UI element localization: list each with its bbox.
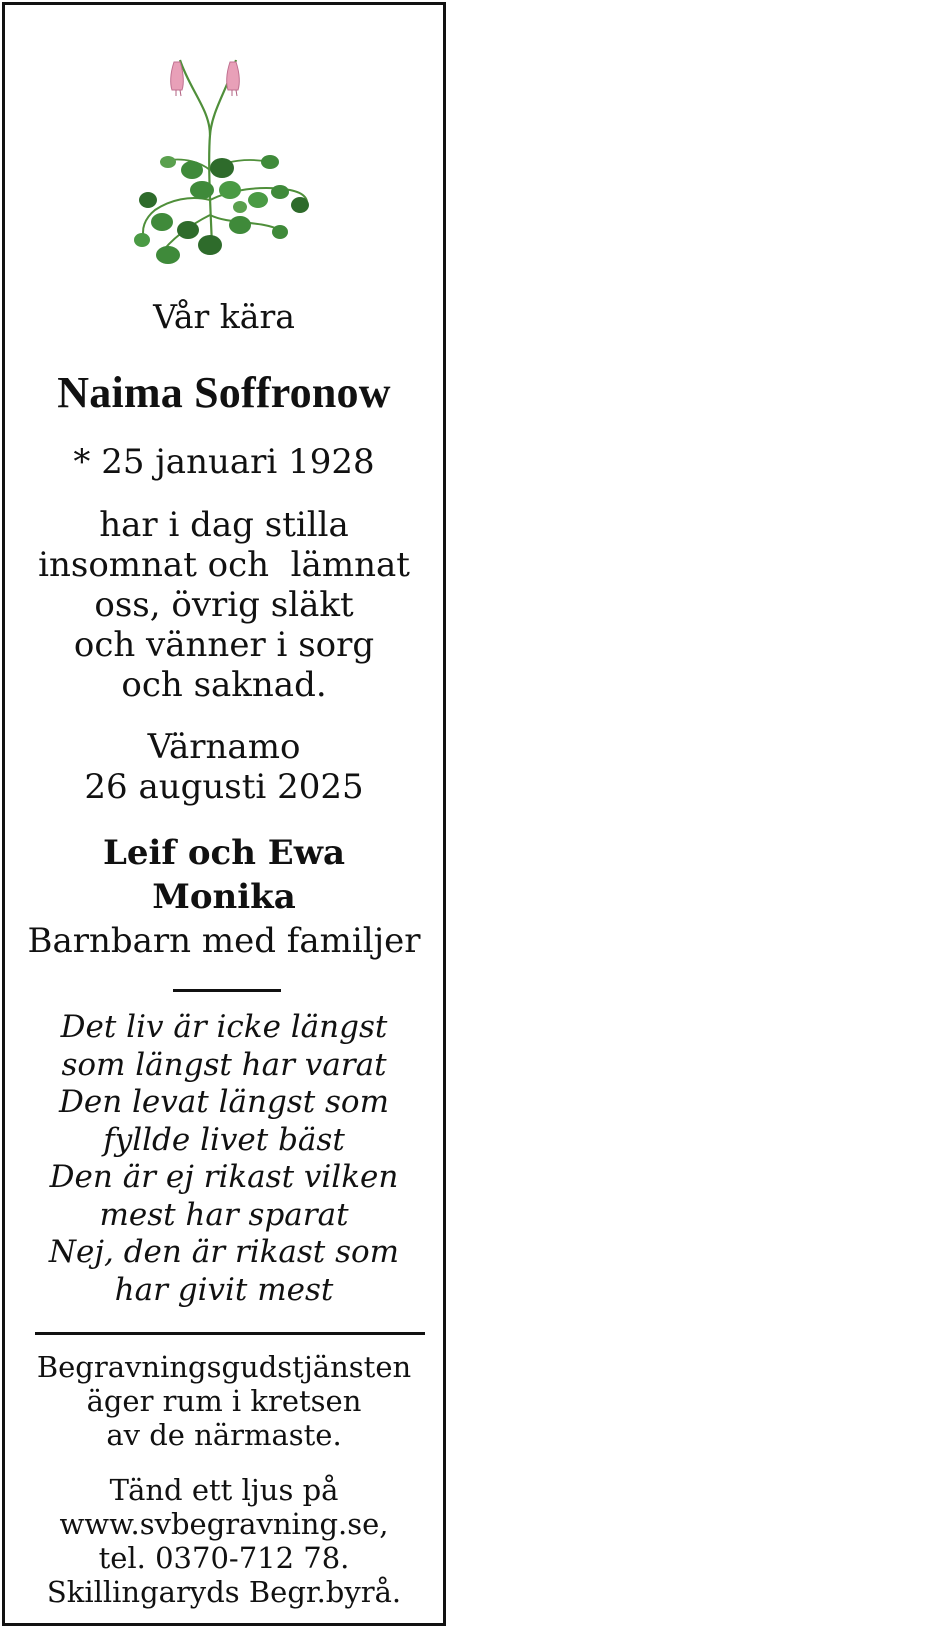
message-line: och vänner i sorg [73,625,375,665]
poem-line: mest har sparat [99,1196,349,1233]
message-line: har i dag stilla [99,505,349,545]
place-and-date [5,727,443,807]
poem-line: har givit mest [114,1271,334,1308]
message-line: insomnat och lämnat [38,545,410,585]
message-line: oss, övrig släkt [94,585,354,625]
divider-short [173,989,281,992]
twinflower-icon [130,50,320,270]
announcement-message [5,505,443,705]
poem-line: Det liv är icke längst [60,1009,388,1045]
contact-website: www.svbegravning.se, [59,1507,389,1541]
poem-line: som längst har varat [61,1046,387,1083]
contact-phone: tel. 0370-712 78. [98,1541,350,1575]
death-date: 26 augusti 2025 [84,767,364,807]
mourner-primary: Monika [152,877,296,917]
funeral-line: äger rum i kretsen [86,1384,362,1418]
poem-line: Den är ej rikast vilken [49,1159,399,1195]
funeral-home-name: Skillingaryds Begr.byrå. [46,1575,402,1609]
mourner-primary: Leif och Ewa [102,833,346,873]
mourner-other: Barnbarn med familjer [27,921,421,961]
obituary-notice [2,2,446,1626]
funeral-info [5,1350,443,1452]
divider-long [35,1332,425,1335]
poem-line: Nej, den är rikast som [48,1234,400,1270]
place: Värnamo [147,727,301,767]
contact-line: Tänd ett ljus på [109,1473,339,1507]
mourners-list [5,831,443,963]
intro-text: Vår kära [153,297,295,336]
memorial-poem [5,1009,443,1309]
deceased-name: Naima Soffronow [57,368,391,417]
message-line: och saknad. [121,665,327,705]
poem-line: fyllde livet bäst [103,1121,345,1158]
funeral-line: Begravningsgudstjänsten [36,1350,412,1384]
birth-date: * 25 januari 1928 [73,442,375,482]
funeral-line: av de närmaste. [106,1418,342,1452]
poem-line: Den levat längst som [59,1084,389,1120]
funeral-home-contact [5,1473,443,1609]
